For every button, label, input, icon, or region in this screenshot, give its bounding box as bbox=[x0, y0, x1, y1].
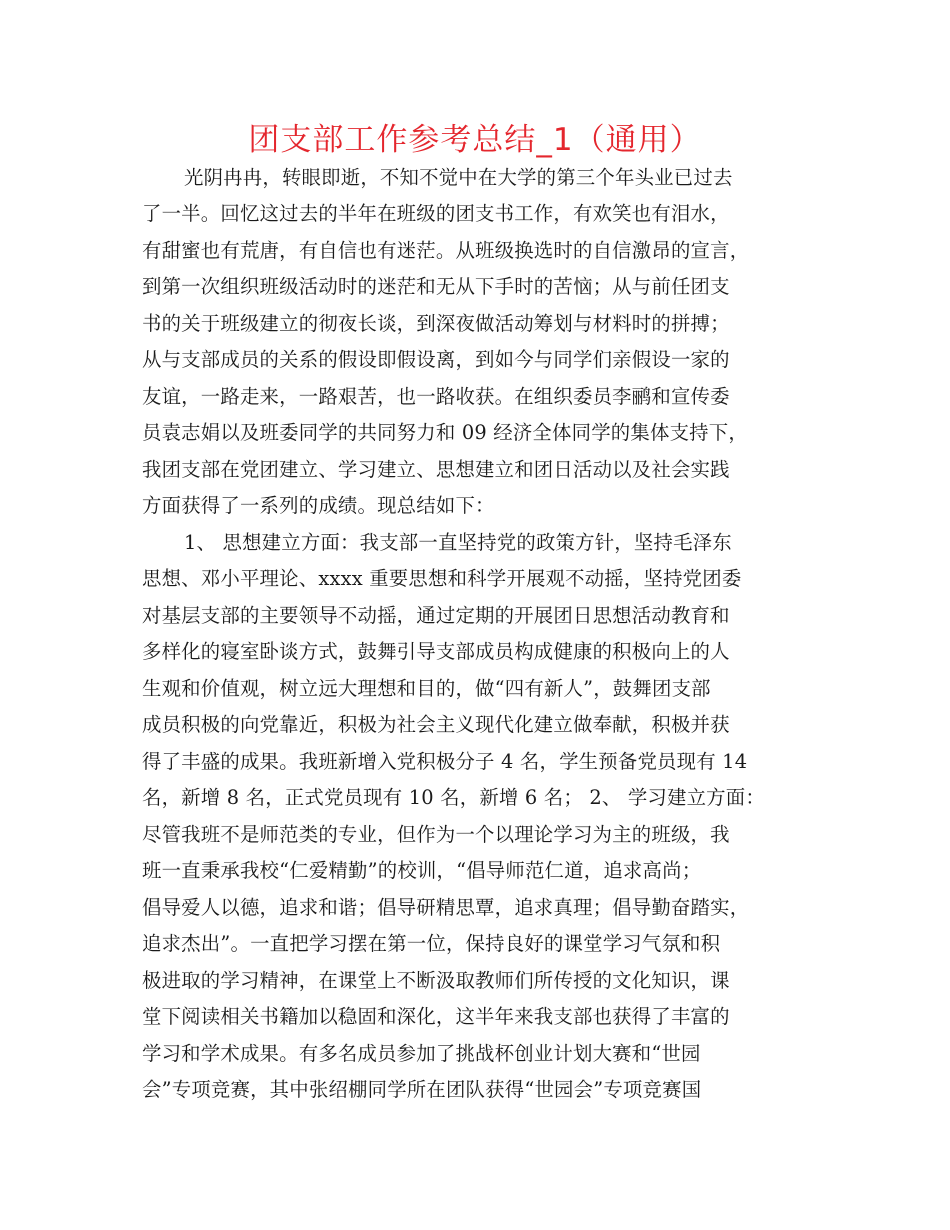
paragraph-line: 书的关于班级建立的彻夜长谈，到深夜做活动筹划与材料时的拼搏； bbox=[142, 312, 730, 335]
paragraph-line: 方面获得了一系列的成绩。现总结如下： bbox=[142, 494, 495, 517]
paragraph-line: 我团支部在党团建立、学习建立、思想建立和团日活动以及社会实践 bbox=[142, 458, 730, 481]
paragraph-line: 会”专项竞赛，其中张绍棚同学所在团队获得“世园会”专项竞赛国 bbox=[142, 1078, 702, 1101]
paragraph-line: 班一直秉承我校“仁爱精勤”的校训，“倡导师范仁道，追求高尚； bbox=[142, 859, 702, 882]
paragraph-line: 对基层支部的主要领导不动摇，通过定期的开展团日思想活动教育和 bbox=[142, 604, 730, 627]
paragraph-line: 成员积极的向党靠近，积极为社会主义现代化建立做奉献，积极并获 bbox=[142, 713, 730, 736]
paragraph-line: 堂下阅读相关书籍加以稳固和深化，这半年来我支部也获得了丰富的 bbox=[142, 1005, 730, 1028]
paragraph-line: 得了丰盛的成果。我班新增入党积极分子 4 名，学生预备党员现有 14 bbox=[142, 750, 748, 773]
paragraph-line: 员袁志娟以及班委同学的共同努力和 09 经济全体同学的集体支持下， bbox=[142, 421, 748, 444]
paragraph-line: 从与支部成员的关系的假设即假设离，到如今与同学们亲假设一家的 bbox=[142, 348, 730, 371]
paragraph-line: 光阴冉冉，转眼即逝，不知不觉中在大学的第三个年头业已过去 bbox=[184, 166, 733, 189]
paragraph-line: 学习和学术成果。有多名成员参加了挑战杯创业计划大赛和“世园 bbox=[142, 1042, 701, 1065]
paragraph-line: 倡导爱人以德，追求和谐；倡导研精思覃，追求真理；倡导勤奋踏实， bbox=[142, 896, 750, 919]
document-title: 团支部工作参考总结_1（通用） bbox=[248, 122, 702, 158]
paragraph-line: 友谊，一路走来，一路艰苦，也一路收获。在组织委员李鹂和宣传委 bbox=[142, 385, 730, 408]
paragraph-line: 追求杰出”。一直把学习摆在第一位，保持良好的课堂学习气氛和积 bbox=[142, 932, 721, 955]
paragraph-line: 到第一次组织班级活动时的迷茫和无从下手时的苦恼；从与前任团支 bbox=[142, 275, 730, 298]
paragraph-line: 生观和价值观，树立远大理想和目的，做“四有新人”，鼓舞团支部 bbox=[142, 677, 711, 700]
paragraph-line: 名，新增 8 名，正式党员现有 10 名，新增 6 名； 2、 学习建立方面： bbox=[142, 786, 765, 809]
paragraph-line: 1、 思想建立方面：我支部一直坚持党的政策方针，坚持毛泽东 bbox=[184, 531, 732, 554]
paragraph-line: 尽管我班不是师范类的专业，但作为一个以理论学习为主的班级，我 bbox=[142, 823, 730, 846]
paragraph-line: 极进取的学习精神，在课堂上不断汲取教师们所传授的文化知识，课 bbox=[142, 969, 730, 992]
paragraph-line: 了一半。回忆这过去的半年在班级的团支书工作，有欢笑也有泪水， bbox=[142, 202, 730, 225]
paragraph-line: 多样化的寝室卧谈方式，鼓舞引导支部成员构成健康的积极向上的人 bbox=[142, 640, 730, 663]
paragraph-line: 有甜蜜也有荒唐，有自信也有迷茫。从班级换选时的自信激昂的宣言， bbox=[142, 239, 750, 262]
paragraph-line: 思想、邓小平理论、xxxx 重要思想和科学开展观不动摇，坚持党团委 bbox=[142, 567, 742, 590]
